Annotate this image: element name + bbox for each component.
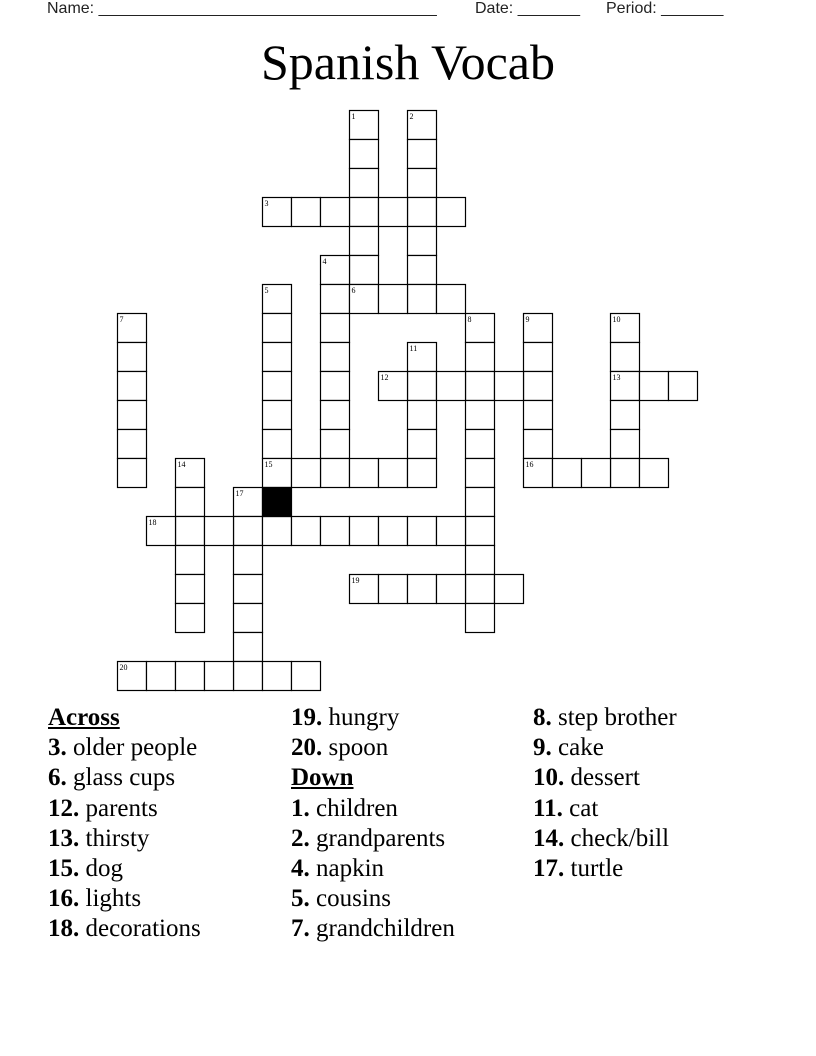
grid-cell[interactable]: [611, 430, 640, 459]
grid-cell[interactable]: [263, 372, 292, 401]
clue-across-20: 20. spoon: [291, 734, 389, 762]
grid-cell[interactable]: [466, 488, 495, 517]
clue-number-label: 5: [264, 286, 269, 295]
grid-cell[interactable]: [640, 372, 669, 401]
clue-column-3: [533, 703, 677, 884]
grid-cell[interactable]: [118, 430, 147, 459]
grid-cell[interactable]: [205, 517, 234, 546]
clue-number-label: 1: [351, 112, 356, 121]
grid-cell[interactable]: [263, 343, 292, 372]
grid-cell[interactable]: [437, 517, 466, 546]
page-title: Spanish Vocab: [261, 34, 555, 90]
grid-cell[interactable]: [321, 314, 350, 343]
date-field[interactable]: Date: _______: [475, 0, 580, 17]
grid-cell[interactable]: [350, 140, 379, 169]
clue-number-label: 12: [380, 373, 389, 382]
grid-cell[interactable]: [466, 401, 495, 430]
clue-number-label: 4: [322, 257, 327, 266]
clue-number-label: 14: [177, 460, 186, 469]
clue-column-2: [291, 703, 455, 945]
clue-number-label: 7: [119, 315, 124, 324]
grid-cell[interactable]: [611, 343, 640, 372]
grid-cell[interactable]: [408, 285, 437, 314]
grid-cell[interactable]: [408, 372, 437, 401]
grid-cell[interactable]: [263, 430, 292, 459]
grid-cell[interactable]: [263, 401, 292, 430]
grid-cell[interactable]: [176, 604, 205, 633]
grid-cell[interactable]: [582, 459, 611, 488]
across-heading: Across: [48, 704, 120, 731]
clue-number-label: 8: [467, 315, 472, 324]
grid-cell[interactable]: [147, 662, 176, 691]
clue-across-15: 15. dog: [48, 854, 123, 882]
clue-across-16: 16. lights: [48, 885, 142, 913]
grid-cell[interactable]: [379, 459, 408, 488]
grid-cell[interactable]: [263, 662, 292, 691]
grid-cell[interactable]: [611, 459, 640, 488]
clue-down-17: 17. turtle: [533, 854, 624, 882]
grid-cell[interactable]: [321, 372, 350, 401]
grid-cell[interactable]: [321, 517, 350, 546]
grid-cell[interactable]: [495, 575, 524, 604]
grid-cell[interactable]: [524, 430, 553, 459]
grid-cell[interactable]: [379, 198, 408, 227]
grid-cell[interactable]: [408, 459, 437, 488]
clue-down-2: 2. grandparents: [291, 824, 446, 852]
clue-down-11: 11. cat: [533, 794, 599, 822]
clue-across-6: 6. glass cups: [48, 764, 176, 792]
grid-cell[interactable]: [437, 285, 466, 314]
grid-cell[interactable]: [350, 517, 379, 546]
grid-cell[interactable]: [234, 517, 263, 546]
clue-number-label: 10: [612, 315, 621, 324]
grid-cell[interactable]: [234, 633, 263, 662]
grid-cell[interactable]: [437, 372, 466, 401]
grid-cell[interactable]: [292, 459, 321, 488]
grid-cell[interactable]: [118, 343, 147, 372]
grid-cell[interactable]: [321, 198, 350, 227]
clue-number-label: 15: [264, 460, 273, 469]
grid-cell[interactable]: [466, 517, 495, 546]
grid-cell[interactable]: [611, 401, 640, 430]
grid-cell[interactable]: [466, 604, 495, 633]
grid-cell[interactable]: [408, 169, 437, 198]
grid-cell[interactable]: [118, 372, 147, 401]
grid-cell[interactable]: [234, 662, 263, 691]
grid-cell[interactable]: [321, 401, 350, 430]
grid-cell[interactable]: [234, 604, 263, 633]
grid-cell[interactable]: [553, 459, 582, 488]
grid-cell[interactable]: [524, 343, 553, 372]
name-field[interactable]: Name: ______________________________________: [47, 0, 437, 17]
grid-cell[interactable]: [118, 401, 147, 430]
grid-cell[interactable]: [408, 227, 437, 256]
grid-cell[interactable]: [466, 546, 495, 575]
grid-cell[interactable]: [234, 575, 263, 604]
grid-cell[interactable]: [437, 575, 466, 604]
clue-column-1: [48, 703, 201, 945]
grid-cell[interactable]: [321, 343, 350, 372]
clue-down-8: 8. step brother: [533, 704, 677, 731]
grid-cell[interactable]: [408, 256, 437, 285]
grid-cell[interactable]: [263, 314, 292, 343]
grid-cell[interactable]: [205, 662, 234, 691]
grid-cell[interactable]: [408, 198, 437, 227]
grid-cell[interactable]: [350, 256, 379, 285]
clue-across-18: 18. decorations: [48, 915, 201, 943]
grid-cell[interactable]: [263, 517, 292, 546]
clue-number-label: 3: [264, 199, 269, 208]
grid-cell[interactable]: [437, 198, 466, 227]
grid-cell[interactable]: [640, 459, 669, 488]
grid-cell[interactable]: [350, 198, 379, 227]
clue-down-5: 5. cousins: [291, 885, 391, 913]
grid-cell[interactable]: [466, 430, 495, 459]
clue-across-19: 19. hungry: [291, 704, 400, 731]
grid-cell[interactable]: [669, 372, 698, 401]
clue-number-label: 11: [409, 344, 418, 353]
grid-cell[interactable]: [176, 488, 205, 517]
clue-number-label: 20: [119, 663, 128, 672]
grid-cell[interactable]: [379, 575, 408, 604]
grid-cell[interactable]: [408, 401, 437, 430]
grid-cell[interactable]: [292, 517, 321, 546]
clue-down-4: 4. napkin: [291, 854, 385, 882]
grid-cell[interactable]: [176, 662, 205, 691]
grid-cell[interactable]: [350, 169, 379, 198]
clue-number-label: 16: [525, 460, 534, 469]
grid-cell[interactable]: [408, 430, 437, 459]
clue-number-label: 6: [351, 286, 356, 295]
grid-cell[interactable]: [466, 372, 495, 401]
grid-cell[interactable]: [292, 662, 321, 691]
grid-cell[interactable]: [118, 459, 147, 488]
clue-number-label: 9: [525, 315, 530, 324]
grid-cell[interactable]: [321, 285, 350, 314]
grid-cell[interactable]: [321, 459, 350, 488]
clue-across-3: 3. older people: [48, 734, 198, 762]
grid-cell[interactable]: [292, 198, 321, 227]
clue-number-label: 17: [235, 489, 244, 498]
shaded-cell: [263, 488, 292, 517]
grid-cell[interactable]: [524, 401, 553, 430]
grid-cell[interactable]: [524, 372, 553, 401]
clue-down-10: 10. dessert: [533, 764, 640, 792]
clue-number-label: 2: [409, 112, 414, 121]
grid-cell[interactable]: [495, 372, 524, 401]
grid-cell[interactable]: [176, 517, 205, 546]
grid-cell[interactable]: [379, 285, 408, 314]
clue-number-label: 18: [148, 518, 157, 527]
grid-cell[interactable]: [466, 343, 495, 372]
clue-number-label: 13: [612, 373, 621, 382]
grid-cell[interactable]: [234, 546, 263, 575]
clue-across-12: 12. parents: [48, 794, 158, 822]
clue-down-14: 14. check/bill: [533, 824, 670, 852]
clue-number-label: 19: [351, 576, 360, 585]
period-field[interactable]: Period: _______: [606, 0, 724, 17]
grid-cell[interactable]: [408, 140, 437, 169]
clue-down-9: 9. cake: [533, 734, 604, 762]
grid-cell[interactable]: [350, 459, 379, 488]
grid-cell[interactable]: [408, 575, 437, 604]
grid-cell[interactable]: [350, 227, 379, 256]
grid-cell[interactable]: [321, 430, 350, 459]
grid-cell[interactable]: [466, 575, 495, 604]
grid-cell[interactable]: [176, 575, 205, 604]
grid-cell[interactable]: [466, 459, 495, 488]
down-heading: Down: [291, 764, 354, 792]
clue-down-1: 1. children: [291, 794, 398, 822]
grid-cell[interactable]: [408, 517, 437, 546]
grid-cell[interactable]: [379, 517, 408, 546]
clue-across-13: 13. thirsty: [48, 824, 150, 852]
grid-cell[interactable]: [176, 546, 205, 575]
clue-down-7: 7. grandchildren: [291, 915, 455, 943]
